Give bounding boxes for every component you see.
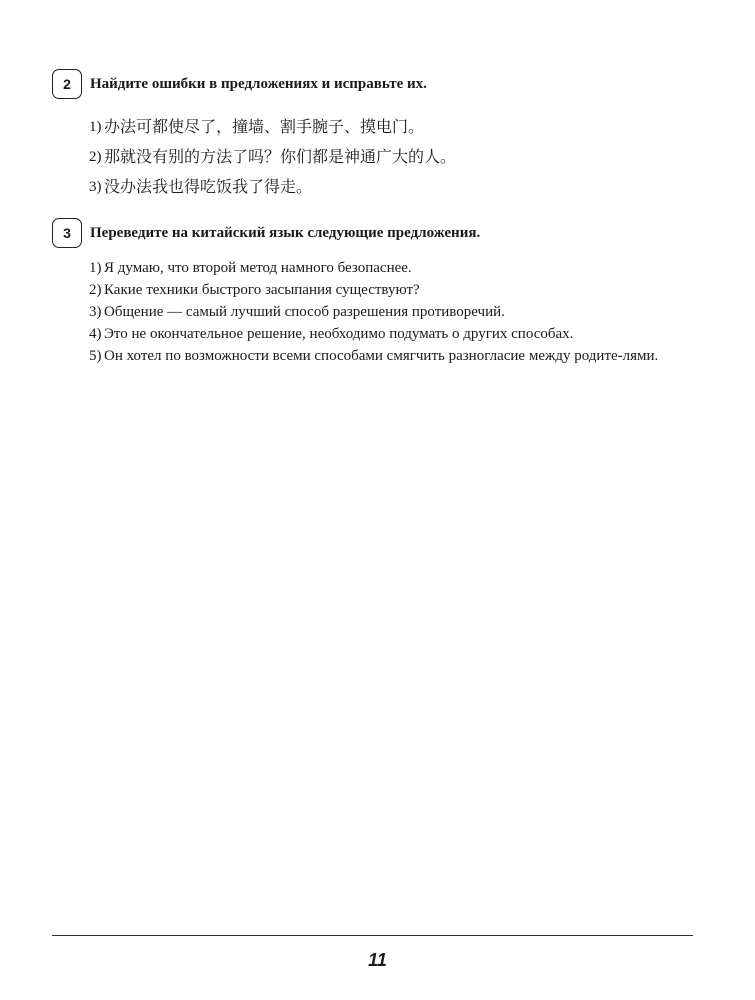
item-text: 办法可都使尽了，撞墙、割手腕子、摸电门。 [104,117,425,136]
item-text: Я думаю, что второй метод намного безопаснее. [104,260,412,276]
exercise-2-title: Найдите ошибки в предложениях и исправьте их. [90,76,427,92]
item-number: 3) [89,179,102,195]
list-item [52,172,702,202]
list-item [52,279,702,301]
item-number: 5) [89,348,102,364]
item-number: 3) [89,304,102,320]
exercise-2-header [52,68,702,100]
list-item [52,257,702,279]
footer-divider [52,935,693,936]
item-number: 4) [89,326,102,342]
exercise-2-number-badge: 2 [52,69,82,99]
item-number: 1) [89,260,102,276]
item-text: 那就没有别的方法了吗？你们都是神通广大的人。 [104,147,457,166]
exercise-3-list [52,257,702,367]
list-item [52,112,702,142]
item-text: Это не окончательное решение, необходимо подумать о других способах. [104,326,574,342]
list-item [52,142,702,172]
item-number: 1) [89,119,102,135]
exercise-3-title: Переведите на китайский язык следующие предложения. [90,225,481,241]
exercise-2-list [52,112,702,202]
item-text: 没办法我也得吃饭我了得走。 [104,177,313,196]
item-text: Какие техники быстрого засыпания существуют? [104,282,420,298]
exercise-3-number-badge: 3 [52,218,82,248]
item-number: 2) [89,149,102,165]
page-number: 11 [368,950,387,970]
exercise-2 [52,68,702,202]
item-text: Общение — самый лучший способ разрешения противоречий. [104,304,505,320]
list-item [52,301,702,323]
list-item [52,323,702,345]
list-item [52,345,702,367]
exercise-3-header [52,217,702,249]
item-number: 2) [89,282,102,298]
item-text: Он хотел по возможности всеми способами смягчить разногласие между родите-лями. [104,348,659,364]
exercise-3 [52,217,702,367]
